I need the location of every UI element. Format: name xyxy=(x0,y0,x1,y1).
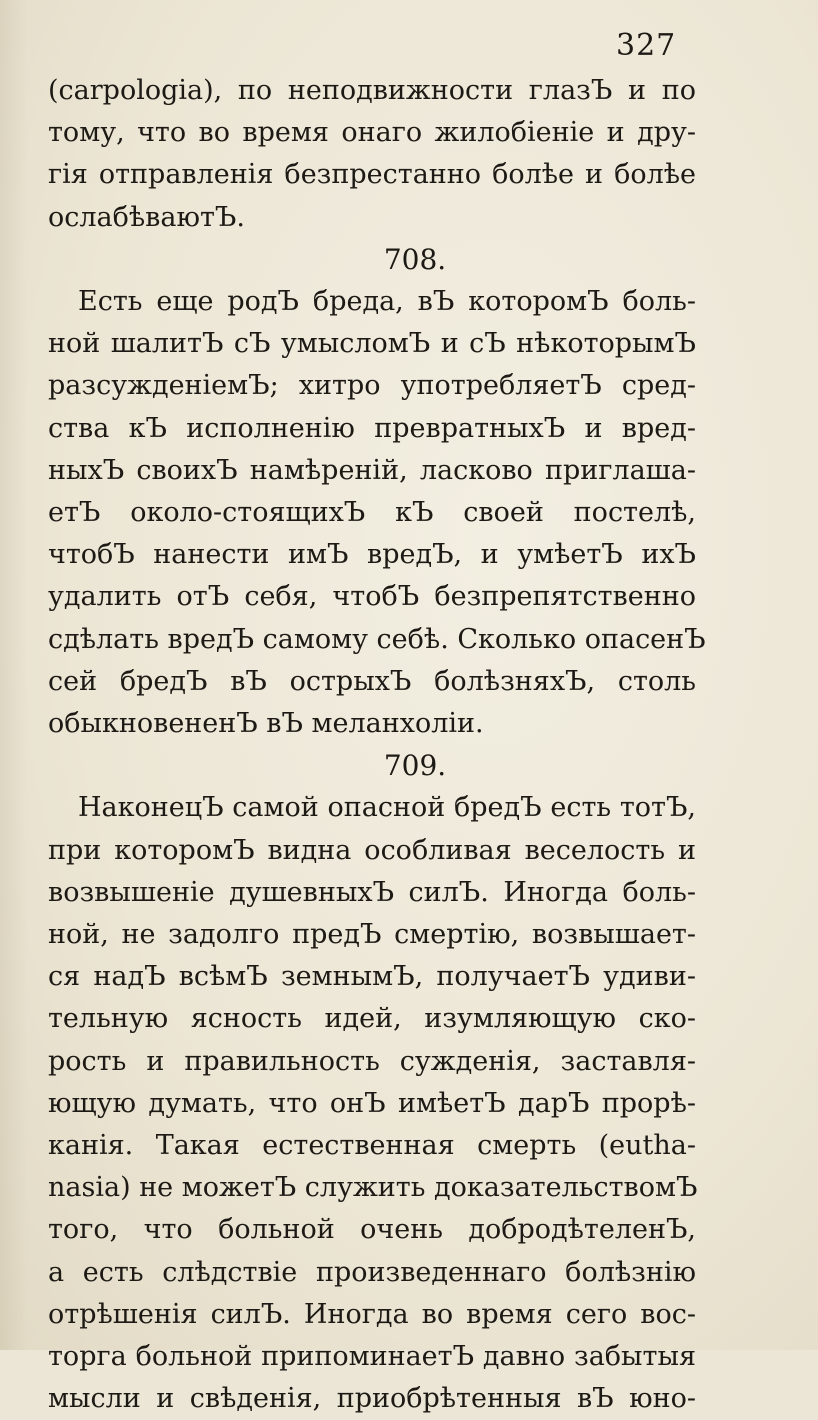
text-line: ства кЪ исполненію превратныхЪ и вред- xyxy=(48,412,696,444)
text-line: того, что больной очень добродѣтеленЪ, xyxy=(48,1214,696,1246)
text-line: возвышеніе душевныхЪ силЪ. Иногда боль- xyxy=(48,876,696,908)
text-line: разсужденіемЪ; хитро употребляетЪ сред- xyxy=(48,370,696,402)
text-line: Есть еще родЪ бреда, вЪ которомЪ боль- xyxy=(78,286,696,317)
page-number: 327 xyxy=(616,28,677,63)
section-number: 709. xyxy=(383,749,447,783)
text-line: при которомЪ видна особливая веселость и xyxy=(48,834,696,866)
text-line: сдѣлать вредЪ самому себѣ. Сколько опасенЪ xyxy=(48,623,706,655)
text-line: гія отправленія безпрестанно болѣе и болѣе xyxy=(48,159,696,191)
text-line: (carpologia), по неподвижности глазЪ и по xyxy=(48,75,696,106)
text-line: nasia) не можетЪ служить доказательствомЪ xyxy=(48,1172,698,1204)
text-line: рость и правильность сужденія, заставля- xyxy=(48,1045,696,1077)
text-line: НаконецЪ самой опасной бредЪ есть тотЪ, xyxy=(78,792,696,824)
text-line: мысли и свѣденія, приобрѣтенныя вЪ юно- xyxy=(48,1383,696,1415)
text-line: ослабѣваютЪ. xyxy=(48,201,245,233)
text-line: чтобЪ нанести имЪ вредЪ, и умѣетЪ ихЪ xyxy=(48,539,696,571)
text-line: сей бредЪ вЪ острыхЪ болѣзняхЪ, столь xyxy=(48,665,696,697)
text-line: ной шалитЪ сЪ умысломЪ и сЪ нѣкоторымЪ xyxy=(48,328,696,360)
text-line: отрѣшенія силЪ. Иногда во время сего вос- xyxy=(48,1298,696,1330)
text-line: ся надЪ всѣмЪ земнымЪ, получаетЪ удиви- xyxy=(48,961,696,993)
text-line: канія. Такая естественная смерть (euthа- xyxy=(48,1130,696,1161)
text-line: тельную ясность идей, изумляющую ско- xyxy=(48,1003,696,1035)
text-line: удалить отЪ себя, чтобЪ безпрепятственно xyxy=(48,581,696,613)
text-line: ныхЪ своихЪ намѣреній, ласково приглаша- xyxy=(48,454,696,486)
text-line: ющую думать, что онЪ имѣетЪ дарЪ прорѣ- xyxy=(48,1087,696,1119)
text-line: ной, не задолго предЪ смертію, возвышает- xyxy=(48,919,696,950)
text-line: а есть слѣдствіе произведеннаго болѣзнію xyxy=(48,1256,696,1288)
text-line: торга больной припоминаетЪ давно забытыя xyxy=(48,1341,696,1372)
section-number: 708. xyxy=(383,242,447,276)
text-line: тому, что во время онаго жилобіеніе и дру- xyxy=(48,117,696,149)
text-line: обыкновененЪ вЪ меланхоліи. xyxy=(48,708,484,739)
text-line: етЪ около-стоящихЪ кЪ своей постелѣ, xyxy=(48,497,696,528)
